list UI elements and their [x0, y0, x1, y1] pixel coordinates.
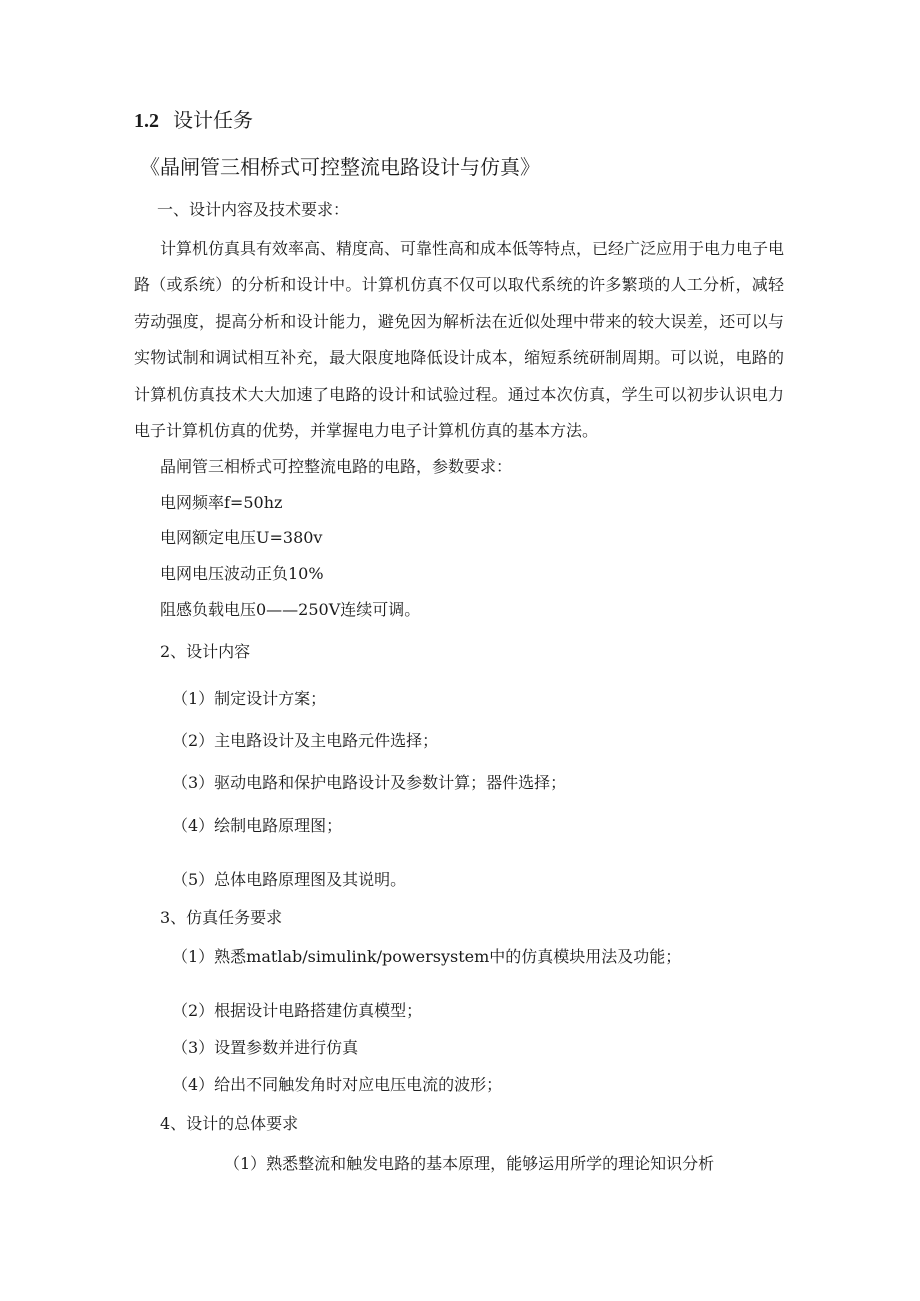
- list-item: （4）给出不同触发角时对应电压电流的波形；: [172, 1075, 503, 1094]
- list-item: （2）根据设计电路搭建仿真模型；: [172, 1001, 423, 1020]
- intro-paragraph-block: [134, 231, 784, 449]
- list-item: （2）主电路设计及主电路元件选择；: [172, 731, 439, 750]
- list-item: （5）总体电路原理图及其说明。: [172, 870, 407, 889]
- section-heading: [134, 106, 253, 135]
- part2-heading: 2、设计内容: [160, 642, 251, 661]
- param-load-voltage: 阻感负载电压0——250V连续可调。: [160, 600, 421, 619]
- section-number: 1.2: [134, 110, 159, 132]
- part3-heading: 3、仿真任务要求: [160, 908, 283, 927]
- param-frequency: 电网频率f=50hz: [160, 493, 283, 512]
- part1-heading: 一、设计内容及技术要求：: [157, 200, 350, 219]
- list-item: （1）熟悉整流和触发电路的基本原理，能够运用所学的理论知识分析: [224, 1154, 715, 1173]
- params-intro: 晶闸管三相桥式可控整流电路的电路，参数要求：: [160, 457, 513, 476]
- list-item: （3）驱动电路和保护电路设计及参数计算；器件选择；: [172, 773, 567, 792]
- part4-heading: 4、设计的总体要求: [160, 1114, 299, 1133]
- section-title: 设计任务: [173, 108, 253, 132]
- document-title: 《晶闸管三相桥式可控整流电路设计与仿真》: [140, 155, 540, 179]
- param-voltage: 电网额定电压U=380v: [160, 528, 323, 547]
- list-item: （1）熟悉matlab/simulink/powersystem中的仿真模块用法及功能；: [172, 947, 682, 966]
- param-fluctuation: 电网电压波动正负10%: [160, 564, 324, 583]
- list-item: （4）绘制电路原理图；: [172, 816, 343, 835]
- list-item: （3）设置参数并进行仿真: [172, 1038, 359, 1057]
- list-item: （1）制定设计方案；: [172, 689, 327, 708]
- intro-paragraph: 计算机仿真具有效率高、精度高、可靠性高和成本低等特点，已经广泛应用于电力电子电路（或系统）的分析和设计中。计算机仿真不仅可以取代系统的许多繁琐的人工分析，减轻劳动强度，提高分析和设计能力，避免因为解析法在近似处理中带来的较大误差，还可以与实物试制和调试相互补充，最大限度地降低设计成本，缩短系统研制周期。可以说，电路的计算机仿真技术大大加速了电路的设计和试验过程。通过本次仿真，学生可以初步认识电力电子计算机仿真的优势，并掌握电力电子计算机仿真的基本方法。: [134, 239, 785, 441]
